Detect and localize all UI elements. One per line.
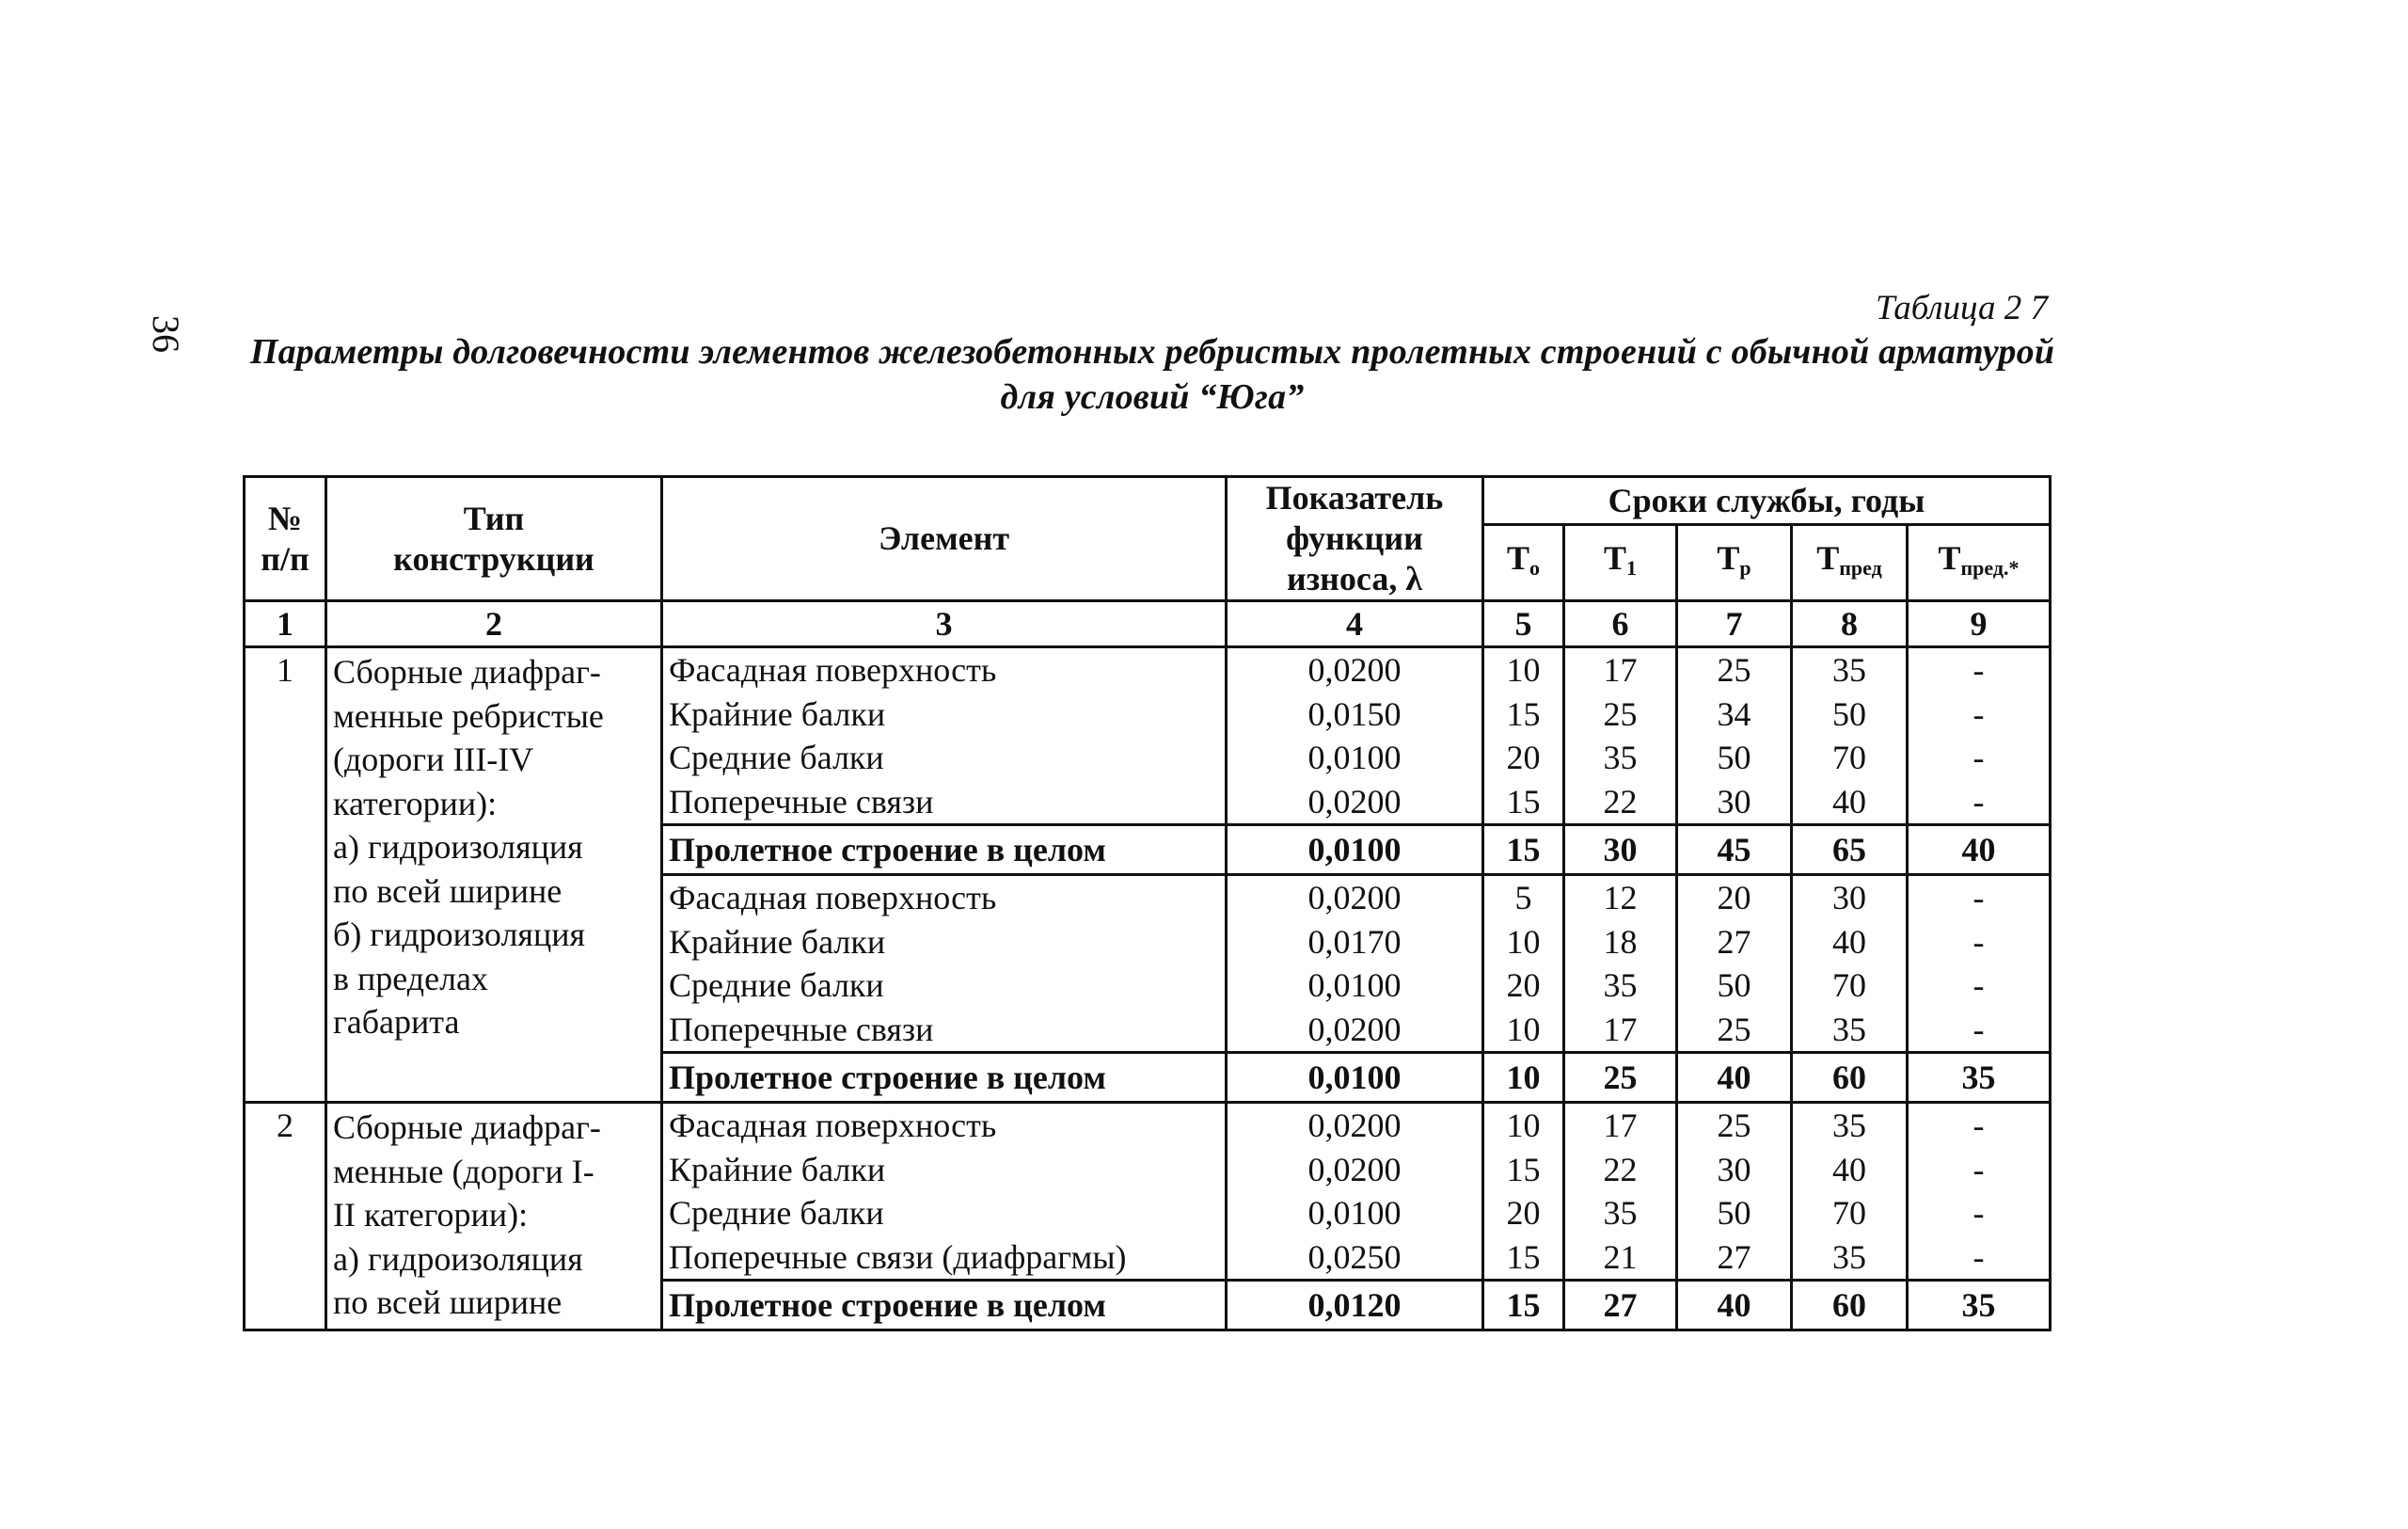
tpred-value: 35 [1792, 1103, 1908, 1148]
lambda-value: 0,0120 [1227, 1281, 1483, 1330]
tpred-value: 40 [1792, 920, 1908, 964]
column-number: 7 [1677, 601, 1792, 647]
construction-type-line: а) гидроизоляция [333, 1239, 583, 1278]
tp-value: 25 [1677, 1103, 1792, 1148]
tp-value: 40 [1677, 1281, 1792, 1330]
t0-value: 10 [1483, 920, 1564, 964]
header-t1 [1564, 525, 1677, 601]
tpred-star-value: - [1908, 1148, 2051, 1192]
tp-value: 25 [1677, 1008, 1792, 1053]
tpred-value: 40 [1792, 1148, 1908, 1192]
tpred-value: 65 [1792, 825, 1908, 875]
tpred-star-value: - [1908, 1235, 2051, 1281]
tp-value: 50 [1677, 1191, 1792, 1235]
tpred-star-value: 35 [1908, 1281, 2051, 1330]
tpred-star-value: - [1908, 1191, 2051, 1235]
t0-value: 5 [1483, 875, 1564, 920]
element-name: Крайние балки [662, 693, 1227, 737]
t1-value: 25 [1564, 693, 1677, 737]
column-number: 9 [1908, 601, 2051, 647]
t1-value: 17 [1564, 1103, 1677, 1148]
construction-type-line: по всей ширине [333, 871, 562, 910]
header-tpred [1792, 525, 1908, 601]
header-lambda-line: функции [1286, 519, 1423, 557]
table-row [245, 647, 2051, 693]
element-name: Крайние балки [662, 920, 1227, 964]
t1-value: 35 [1564, 1191, 1677, 1235]
construction-type-line: менные (дороги I- [333, 1152, 594, 1190]
column-number-row [245, 601, 2051, 647]
column-number: 3 [662, 601, 1227, 647]
element-name: Фасадная поверхность [662, 647, 1227, 693]
column-number: 4 [1227, 601, 1483, 647]
element-name: Поперечные связи [662, 780, 1227, 825]
tpred-value: 70 [1792, 736, 1908, 780]
tp-value: 27 [1677, 920, 1792, 964]
t0-value: 15 [1483, 825, 1564, 875]
lambda-value: 0,0250 [1227, 1235, 1483, 1281]
tpred-value: 70 [1792, 964, 1908, 1008]
t1-value: 21 [1564, 1235, 1677, 1281]
element-name: Пролетное строение в целом [662, 1053, 1227, 1103]
table-row [245, 1103, 2051, 1148]
tp-value: 27 [1677, 1235, 1792, 1281]
column-number: 2 [326, 601, 662, 647]
lambda-value: 0,0150 [1227, 693, 1483, 737]
t1-value: 22 [1564, 780, 1677, 825]
tpred-star-value: - [1908, 1008, 2051, 1053]
tp-value: 50 [1677, 964, 1792, 1008]
tpred-value: 70 [1792, 1191, 1908, 1235]
lambda-value: 0,0200 [1227, 875, 1483, 920]
header-t1-main: T [1603, 538, 1626, 577]
header-row-1 [245, 477, 2051, 525]
element-name: Поперечные связи (диафрагмы) [662, 1235, 1227, 1281]
tp-value: 40 [1677, 1053, 1792, 1103]
construction-type-line: Сборные диафраг- [333, 1108, 601, 1146]
t1-value: 22 [1564, 1148, 1677, 1192]
t0-value: 20 [1483, 1191, 1564, 1235]
tp-value: 30 [1677, 780, 1792, 825]
header-t1-sub: 1 [1626, 555, 1637, 580]
tp-value: 50 [1677, 736, 1792, 780]
t0-value: 15 [1483, 1281, 1564, 1330]
tpred-value: 30 [1792, 875, 1908, 920]
construction-type-line: а) гидроизоляция [333, 828, 583, 866]
lambda-value: 0,0100 [1227, 964, 1483, 1008]
tpred-star-value: 40 [1908, 825, 2051, 875]
column-number: 6 [1564, 601, 1677, 647]
lambda-value: 0,0200 [1227, 647, 1483, 693]
tpred-star-value: - [1908, 693, 2051, 737]
t0-value: 10 [1483, 647, 1564, 693]
lambda-value: 0,0100 [1227, 736, 1483, 780]
tpred-star-value: - [1908, 736, 2051, 780]
column-number: 1 [245, 601, 326, 647]
header-t0 [1483, 525, 1564, 601]
header-type [326, 477, 662, 601]
row-group-number: 2 [245, 1103, 326, 1330]
t1-value: 17 [1564, 1008, 1677, 1053]
tp-value: 20 [1677, 875, 1792, 920]
tpred-star-value: - [1908, 920, 2051, 964]
construction-type-line: категории): [333, 784, 498, 822]
t1-value: 12 [1564, 875, 1677, 920]
header-tpred-star-main: T [1938, 538, 1961, 577]
element-name: Средние балки [662, 736, 1227, 780]
construction-type-line: II категории): [333, 1196, 529, 1234]
t1-value: 27 [1564, 1281, 1677, 1330]
construction-type-line: Сборные диафраг- [333, 653, 601, 691]
header-tpred-star [1908, 525, 2051, 601]
tpred-star-value: - [1908, 647, 2051, 693]
t1-value: 25 [1564, 1053, 1677, 1103]
element-name: Крайние балки [662, 1148, 1227, 1192]
header-element: Элемент [662, 477, 1227, 601]
element-name: Средние балки [662, 1191, 1227, 1235]
header-tpred-star-sub: пред.* [1960, 555, 2020, 580]
element-name: Фасадная поверхность [662, 875, 1227, 920]
element-name: Пролетное строение в целом [662, 825, 1227, 875]
t0-value: 15 [1483, 1235, 1564, 1281]
lambda-value: 0,0200 [1227, 1103, 1483, 1148]
tpred-star-value: - [1908, 780, 2051, 825]
tpred-star-value: - [1908, 964, 2051, 1008]
t0-value: 20 [1483, 736, 1564, 780]
header-tp-sub: р [1739, 555, 1751, 580]
t1-value: 18 [1564, 920, 1677, 964]
header-type-line: Тип [463, 499, 525, 537]
construction-type-line: б) гидроизоляция [333, 916, 586, 953]
construction-type [326, 1103, 662, 1330]
lambda-value: 0,0100 [1227, 1053, 1483, 1103]
t0-value: 10 [1483, 1008, 1564, 1053]
tpred-value: 35 [1792, 1008, 1908, 1053]
page-number: 36 [145, 315, 187, 353]
element-name: Поперечные связи [662, 1008, 1227, 1053]
tpred-star-value: - [1908, 875, 2051, 920]
t1-value: 35 [1564, 736, 1677, 780]
construction-type-line: по всей ширине [333, 1283, 562, 1321]
header-tp [1677, 525, 1792, 601]
t0-value: 10 [1483, 1053, 1564, 1103]
header-lambda-line: Показатель [1265, 479, 1444, 517]
construction-type-line: менные ребристые [333, 696, 604, 735]
table-caption: Таблица 2 7 [1875, 289, 2048, 327]
lambda-value: 0,0100 [1227, 825, 1483, 875]
lambda-value: 0,0200 [1227, 1148, 1483, 1192]
header-no [245, 477, 326, 601]
t1-value: 30 [1564, 825, 1677, 875]
tp-value: 45 [1677, 825, 1792, 875]
tpred-star-value: - [1908, 1103, 2051, 1148]
element-name: Пролетное строение в целом [662, 1281, 1227, 1330]
header-tpred-sub: пред [1839, 555, 1882, 580]
tp-value: 30 [1677, 1148, 1792, 1192]
t1-value: 35 [1564, 964, 1677, 1008]
tp-value: 25 [1677, 647, 1792, 693]
t0-value: 20 [1483, 964, 1564, 1008]
row-group-number: 1 [245, 647, 326, 1103]
header-type-line: конструкции [393, 539, 594, 578]
column-number: 5 [1483, 601, 1564, 647]
tpred-value: 40 [1792, 780, 1908, 825]
t0-value: 10 [1483, 1103, 1564, 1148]
header-lambda-line: износа, λ [1286, 560, 1423, 597]
tpred-value: 35 [1792, 1235, 1908, 1281]
lambda-value: 0,0200 [1227, 1008, 1483, 1053]
t0-value: 15 [1483, 1148, 1564, 1192]
header-lambda [1227, 477, 1483, 601]
header-t0-main: T [1506, 538, 1529, 577]
tpred-value: 50 [1792, 693, 1908, 737]
tp-value: 34 [1677, 693, 1792, 737]
table-title: Параметры долговечности элементов железобетонных ребристых пролетных строений с обычной арматурой для условий “Юга” [249, 332, 2055, 417]
tpred-value: 60 [1792, 1053, 1908, 1103]
header-terms: Сроки службы, годы [1483, 477, 2051, 525]
header-tpred-main: T [1816, 538, 1840, 577]
header-no-line: № [267, 499, 303, 537]
header-no-line: п/п [261, 539, 309, 578]
construction-type-line: (дороги III-IV [333, 741, 534, 778]
lambda-value: 0,0170 [1227, 920, 1483, 964]
t0-value: 15 [1483, 780, 1564, 825]
construction-type-line: габарита [333, 1003, 460, 1041]
lambda-value: 0,0100 [1227, 1191, 1483, 1235]
element-name: Фасадная поверхность [662, 1103, 1227, 1148]
header-t0-sub: о [1529, 555, 1540, 580]
tpred-star-value: 35 [1908, 1053, 2051, 1103]
tpred-value: 35 [1792, 647, 1908, 693]
column-number: 8 [1792, 601, 1908, 647]
t0-value: 15 [1483, 693, 1564, 737]
construction-type [326, 647, 662, 1103]
element-name: Средние балки [662, 964, 1227, 1008]
header-tp-main: T [1717, 538, 1740, 577]
durability-table [243, 475, 2052, 1331]
lambda-value: 0,0200 [1227, 780, 1483, 825]
t1-value: 17 [1564, 647, 1677, 693]
tpred-value: 60 [1792, 1281, 1908, 1330]
construction-type-line: в пределах [333, 959, 489, 997]
